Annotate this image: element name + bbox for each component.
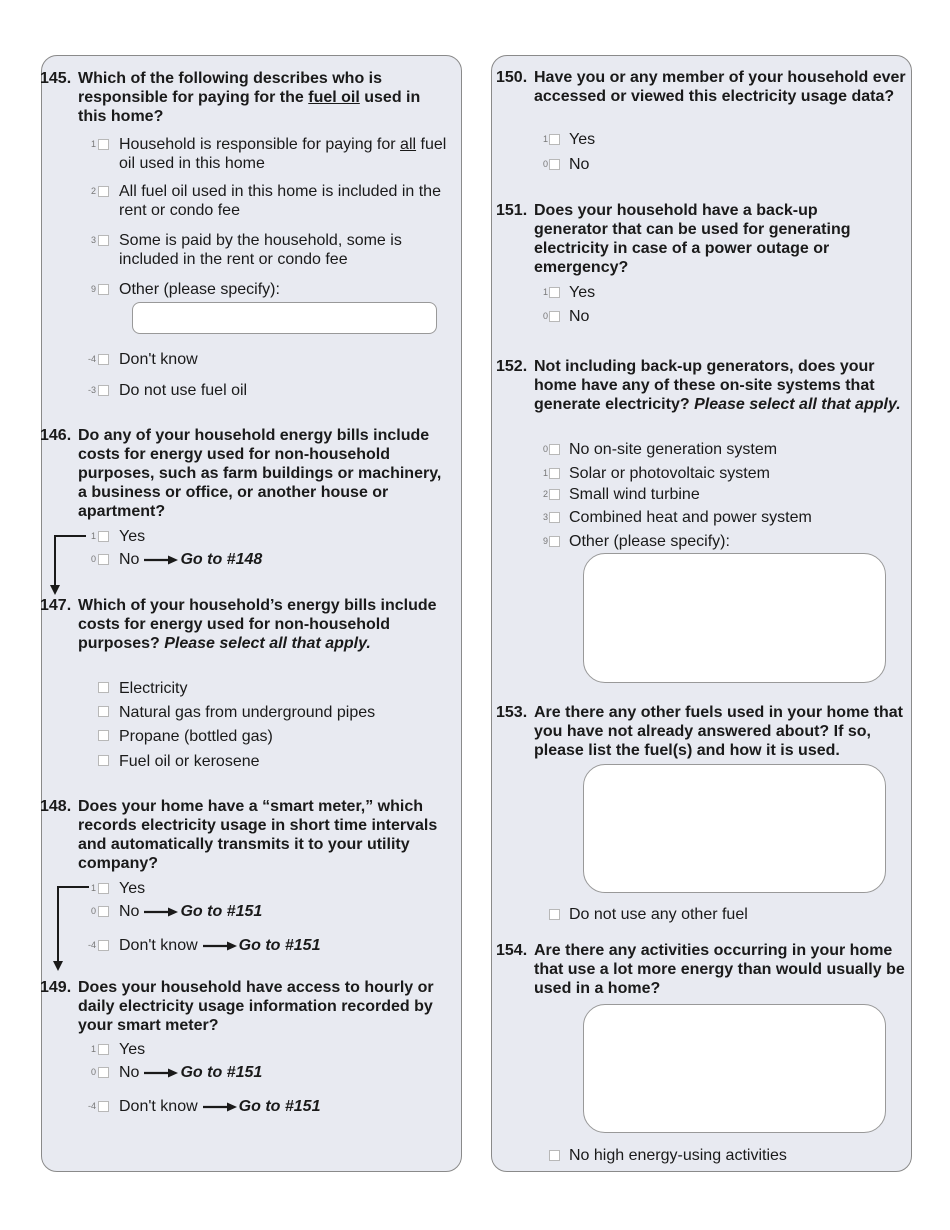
q146-skip-line-vertical bbox=[54, 535, 56, 586]
q148-opt2-label: No Go to #151 bbox=[119, 903, 263, 920]
q151-opt1-code: 1 bbox=[542, 287, 548, 297]
q152-opt4-checkbox[interactable] bbox=[549, 512, 560, 523]
q148-opt3-checkbox[interactable] bbox=[98, 940, 109, 951]
q152-opt4-code: 3 bbox=[542, 512, 548, 522]
q145-opt2-code: 2 bbox=[90, 186, 96, 196]
q147-opt3-checkbox[interactable] bbox=[98, 730, 109, 741]
q153-text: Are there any other fuels used in your home that you have not already answered about? If so, please list the fuel(s) and how it is used. bbox=[534, 704, 903, 759]
q147-opt3-label: Propane (bottled gas) bbox=[119, 728, 273, 745]
skip-arrow-icon bbox=[144, 907, 178, 917]
q150-text: Have you or any member of your household ever accessed or viewed this electricity usage data? bbox=[534, 69, 906, 105]
q152-number: 152. bbox=[496, 358, 528, 375]
q149-opt3-code: -4 bbox=[87, 1101, 96, 1111]
q146-opt2-code: 0 bbox=[90, 554, 96, 564]
q149-no-goto: Go to #151 bbox=[180, 1064, 263, 1081]
q148-number: 148. bbox=[40, 798, 72, 815]
q149-opt3-label: Don't know Go to #151 bbox=[119, 1098, 321, 1115]
q151-opt1-checkbox[interactable] bbox=[549, 287, 560, 298]
q146-opt2-checkbox[interactable] bbox=[98, 554, 109, 565]
skip-arrow-icon bbox=[203, 941, 237, 951]
q149-dontknow-goto: Go to #151 bbox=[238, 1098, 321, 1115]
q148-opt3-code: -4 bbox=[87, 940, 96, 950]
q148-text: Does your home have a “smart meter,” which records electricity usage in short time intervals and automatically transmits it to your utility company? bbox=[78, 798, 438, 872]
q146-opt2-label: No Go to #148 bbox=[119, 551, 263, 568]
q152-other-text-area[interactable] bbox=[583, 553, 886, 683]
q145-opt5-checkbox[interactable] bbox=[98, 354, 109, 365]
q154-text: Are there any activities occurring in your home that use a lot more energy than would usually be used in a home? bbox=[534, 942, 905, 997]
q152-opt1-checkbox[interactable] bbox=[549, 444, 560, 455]
q152-opt1-code: 0 bbox=[542, 444, 548, 454]
q145-opt5-label: Don't know bbox=[119, 351, 198, 368]
q149-opt2-checkbox[interactable] bbox=[98, 1067, 109, 1078]
q147-number: 147. bbox=[40, 597, 72, 614]
q148-opt3-label: Don't know Go to #151 bbox=[119, 937, 321, 954]
q146-text: Do any of your household energy bills include costs for energy used for non-household purposes, such as farm buildings or machinery, a business or office, or another house or apartment? bbox=[78, 427, 442, 520]
q147-opt1-label: Electricity bbox=[119, 680, 188, 697]
q145-opt6-code: -3 bbox=[87, 385, 96, 395]
q145-opt3-label: Some is paid by the household, some is included in the rent or condo fee bbox=[119, 232, 402, 268]
q153-text-area[interactable] bbox=[583, 764, 886, 893]
q148-opt1-code: 1 bbox=[90, 883, 96, 893]
q146-number: 146. bbox=[40, 427, 72, 444]
q146-opt1-code: 1 bbox=[90, 531, 96, 541]
q151-opt2-label: No bbox=[569, 308, 590, 325]
q150-opt1-code: 1 bbox=[542, 134, 548, 144]
q147-opt1-checkbox[interactable] bbox=[98, 682, 109, 693]
q150-number: 150. bbox=[496, 69, 528, 86]
q153-number: 153. bbox=[496, 704, 528, 721]
q146-skip-arrowhead-icon bbox=[50, 585, 60, 595]
q151-opt2-code: 0 bbox=[542, 311, 548, 321]
skip-arrow-icon bbox=[203, 1102, 237, 1112]
q145-number: 145. bbox=[40, 70, 72, 87]
q152-opt3-code: 2 bbox=[542, 489, 548, 499]
q151-number: 151. bbox=[496, 202, 528, 219]
q148-opt1-checkbox[interactable] bbox=[98, 883, 109, 894]
q154-number: 154. bbox=[496, 942, 528, 959]
q152-opt3-checkbox[interactable] bbox=[549, 489, 560, 500]
q146-goto: Go to #148 bbox=[180, 551, 263, 568]
q149-opt1-label: Yes bbox=[119, 1041, 146, 1058]
q147-opt2-label: Natural gas from underground pipes bbox=[119, 704, 376, 721]
q150-opt1-label: Yes bbox=[569, 131, 596, 148]
q152-opt5-label: Other (please specify): bbox=[569, 533, 730, 550]
q150-opt1-checkbox[interactable] bbox=[549, 134, 560, 145]
q149-opt2-label: No Go to #151 bbox=[119, 1064, 263, 1081]
q152-opt1-label: No on-site generation system bbox=[569, 441, 778, 458]
q152-opt4-label: Combined heat and power system bbox=[569, 509, 812, 526]
q145-opt1-label: Household is responsible for paying for all fuel oil used in this home bbox=[119, 136, 447, 172]
q145-text: Which of the following describes who is responsible for paying for the fuel oil used in this home? bbox=[78, 70, 421, 125]
q148-opt2-code: 0 bbox=[90, 906, 96, 916]
q152-opt2-label: Solar or photovoltaic system bbox=[569, 465, 770, 482]
q148-skip-line-horizontal bbox=[57, 886, 89, 888]
q146-opt1-label: Yes bbox=[119, 528, 146, 545]
q151-opt1-label: Yes bbox=[569, 284, 596, 301]
q154-none-checkbox[interactable] bbox=[549, 1150, 560, 1161]
q152-opt5-checkbox[interactable] bbox=[549, 536, 560, 547]
q148-skip-line-vertical bbox=[57, 886, 59, 962]
q148-dontknow-goto: Go to #151 bbox=[238, 937, 321, 954]
q152-opt2-code: 1 bbox=[542, 468, 548, 478]
q152-opt3-label: Small wind turbine bbox=[569, 486, 700, 503]
q145-opt1-code: 1 bbox=[90, 139, 96, 149]
q147-opt4-checkbox[interactable] bbox=[98, 755, 109, 766]
q146-skip-line-horizontal bbox=[54, 535, 86, 537]
q153-none-checkbox[interactable] bbox=[549, 909, 560, 920]
q149-opt1-code: 1 bbox=[90, 1044, 96, 1054]
q145-other-text-input[interactable] bbox=[132, 302, 437, 334]
q147-opt2-checkbox[interactable] bbox=[98, 706, 109, 717]
q150-opt2-code: 0 bbox=[542, 159, 548, 169]
q148-opt2-checkbox[interactable] bbox=[98, 906, 109, 917]
q145-opt6-label: Do not use fuel oil bbox=[119, 382, 248, 399]
q149-opt3-checkbox[interactable] bbox=[98, 1101, 109, 1112]
q149-opt1-checkbox[interactable] bbox=[98, 1044, 109, 1055]
q145-opt2-checkbox[interactable] bbox=[98, 186, 109, 197]
q152-opt5-code: 9 bbox=[542, 536, 548, 546]
q145-opt4-checkbox[interactable] bbox=[98, 284, 109, 295]
q145-opt3-code: 3 bbox=[90, 235, 96, 245]
q150-opt2-checkbox[interactable] bbox=[549, 159, 560, 170]
q149-number: 149. bbox=[40, 979, 72, 996]
q154-text-area[interactable] bbox=[583, 1004, 886, 1133]
q146-opt1-checkbox[interactable] bbox=[98, 531, 109, 542]
q153-none-label: Do not use any other fuel bbox=[569, 906, 748, 923]
q149-text: Does your household have access to hourly or daily electricity usage information recorded by your smart meter? bbox=[78, 979, 434, 1034]
q145-opt4-label: Other (please specify): bbox=[119, 281, 280, 298]
q148-skip-arrowhead-icon bbox=[53, 961, 63, 971]
q145-opt1-checkbox[interactable] bbox=[98, 139, 109, 150]
q151-text: Does your household have a back-up generator that can be used for generating electricity in case of a power outage or emergency? bbox=[534, 202, 851, 276]
skip-arrow-icon bbox=[144, 1068, 178, 1078]
q145-opt3-checkbox[interactable] bbox=[98, 235, 109, 246]
q149-opt2-code: 0 bbox=[90, 1067, 96, 1077]
q148-opt1-label: Yes bbox=[119, 880, 146, 897]
q154-none-label: No high energy-using activities bbox=[569, 1147, 787, 1164]
q148-no-goto: Go to #151 bbox=[180, 903, 263, 920]
q152-text: Not including back-up generators, does your home have any of these on-site systems that generate electricity? Please select all that apply. bbox=[534, 358, 901, 413]
q147-opt4-label: Fuel oil or kerosene bbox=[119, 753, 260, 770]
q152-opt2-checkbox[interactable] bbox=[549, 468, 560, 479]
q147-text: Which of your household’s energy bills include costs for energy used for non-household purposes? Please select all that apply. bbox=[78, 597, 437, 652]
q145-opt2-label: All fuel oil used in this home is included in the rent or condo fee bbox=[119, 183, 441, 219]
q150-opt2-label: No bbox=[569, 156, 590, 173]
q145-opt5-code: -4 bbox=[87, 354, 96, 364]
q145-opt4-code: 9 bbox=[90, 284, 96, 294]
q145-opt6-checkbox[interactable] bbox=[98, 385, 109, 396]
q151-opt2-checkbox[interactable] bbox=[549, 311, 560, 322]
skip-arrow-icon bbox=[144, 555, 178, 565]
